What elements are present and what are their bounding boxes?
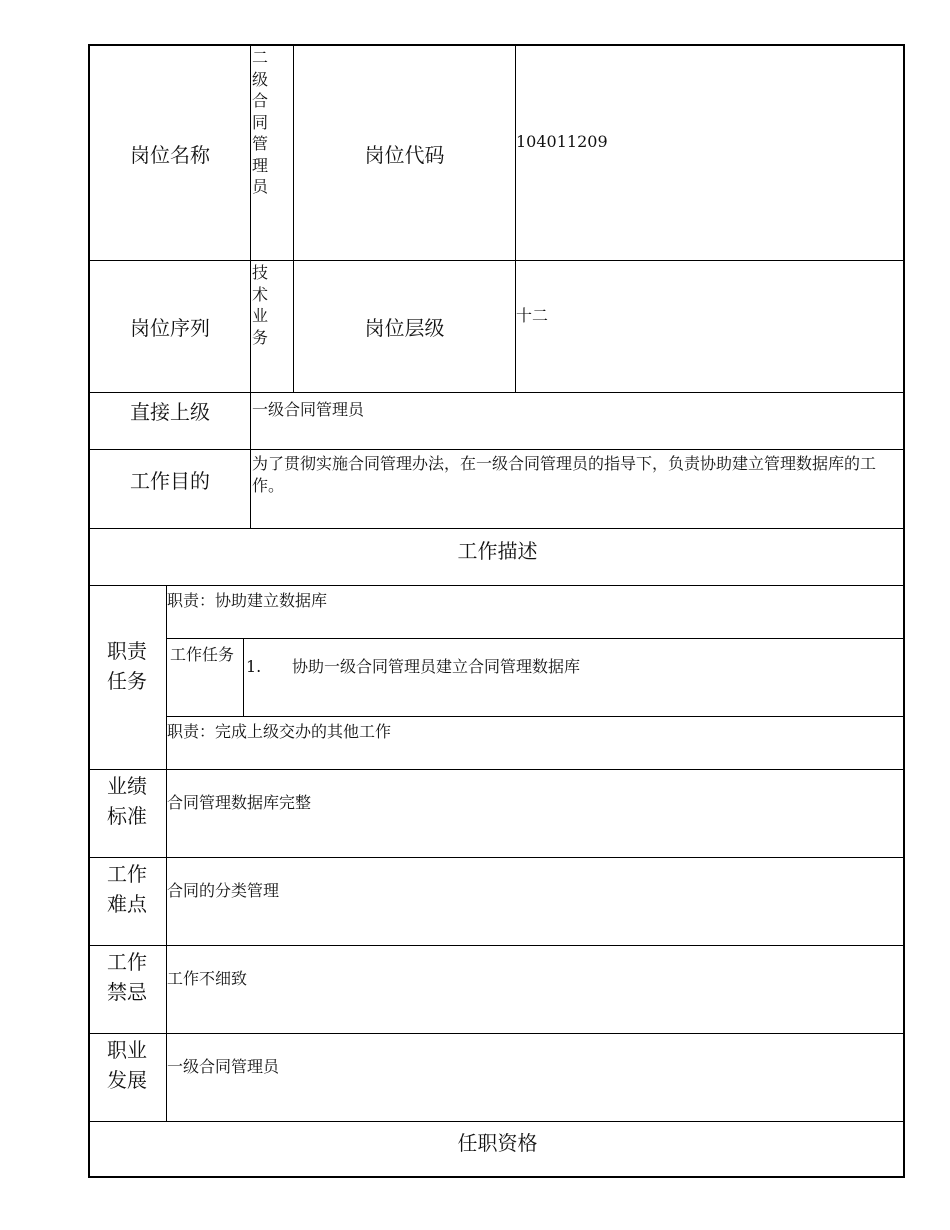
purpose-label: 工作目的 [130, 468, 210, 493]
task-label: 工作任务 [170, 645, 235, 664]
supervisor-value: 一级合同管理员 [252, 400, 365, 419]
difficulty-label: 工作难点 [107, 862, 147, 916]
sequence-label: 岗位序列 [130, 316, 210, 340]
row-divider [88, 1121, 905, 1122]
performance-label: 业绩标准 [107, 774, 147, 828]
task-1-text: 协助一级合同管理员建立合同管理数据库 [292, 657, 581, 676]
level-value: 十二 [516, 306, 549, 325]
task-1-number: 1. [246, 657, 262, 676]
column-divider [515, 44, 516, 392]
column-divider [166, 585, 167, 1121]
row-divider [166, 638, 905, 639]
row-divider [166, 716, 905, 717]
taboo-label: 工作禁忌 [107, 950, 147, 1004]
position-code-label: 岗位代码 [364, 142, 445, 167]
column-divider [243, 638, 244, 716]
row-divider [88, 1033, 905, 1034]
position-code-value: 104011209 [516, 132, 608, 151]
difficulty-value: 合同的分类管理 [167, 881, 280, 900]
row-divider [88, 528, 905, 529]
career-label: 职业发展 [107, 1038, 147, 1092]
qualification-header: 任职资格 [457, 1131, 538, 1155]
row-divider [88, 857, 905, 858]
performance-value: 合同管理数据库完整 [167, 793, 312, 812]
position-name-value: 二级合同管理员 [252, 48, 269, 196]
level-label: 岗位层级 [364, 316, 445, 340]
row-divider [88, 945, 905, 946]
duty-1-title: 职责：协助建立数据库 [167, 591, 328, 610]
position-name-label: 岗位名称 [130, 142, 210, 167]
duties-label: 职责任务 [107, 639, 147, 693]
purpose-value: 为了贯彻实施合同管理办法，在一级合同管理员的指导下，负责协助建立管理数据库的工作。 [252, 454, 877, 495]
row-divider [88, 769, 905, 770]
duty-2-title: 职责：完成上级交办的其他工作 [167, 722, 392, 741]
supervisor-label: 直接上级 [130, 399, 210, 424]
sequence-value: 技术业务 [252, 263, 269, 347]
career-value: 一级合同管理员 [167, 1057, 280, 1076]
taboo-value: 工作不细致 [167, 969, 248, 988]
row-divider [88, 585, 905, 586]
work-description-header: 工作描述 [457, 539, 538, 563]
